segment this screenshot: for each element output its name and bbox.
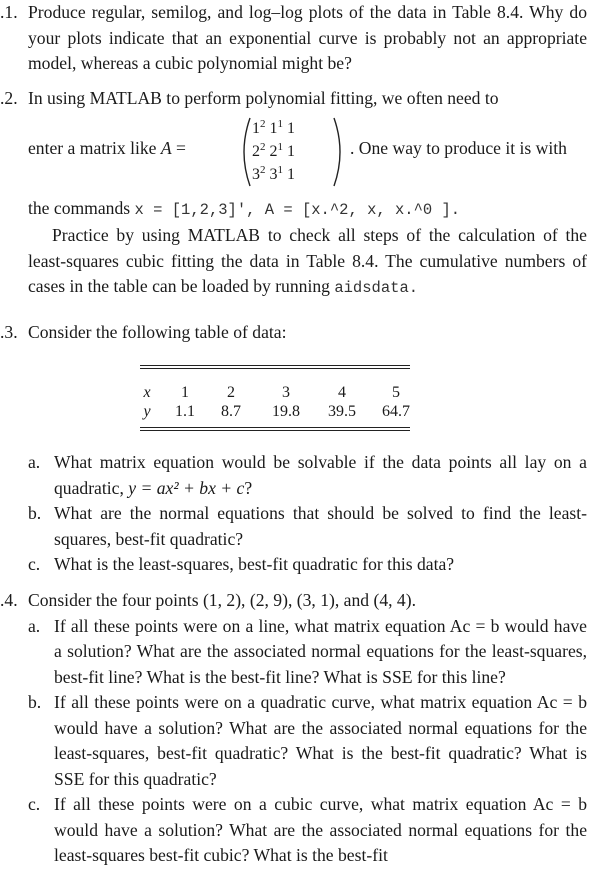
part-b: b. What are the normal equations that should be solved to find the least-squares, best-fit quadratic? (28, 503, 587, 549)
exercise-4 (0, 588, 587, 869)
part-label: b. (28, 503, 42, 523)
commands-line: the commands x = [1,2,3]', A = [x.^2, x, x.^0 ]. (28, 197, 461, 219)
part-a: a. What matrix equation would be solvable if the data points all lay on a quadratic, y = ax² + bx + c? (28, 452, 587, 498)
table-cell: 5 (392, 384, 400, 401)
exercise-text: Consider the following table of data: (28, 322, 287, 342)
exercise-3-parts (0, 450, 587, 578)
table-cell: 1.1 (175, 403, 195, 420)
table-bottom-rule (140, 427, 410, 431)
exercise-2 (0, 86, 587, 302)
row-label: y (143, 403, 151, 420)
matrix-row: $1^2$ $1^1$ 1 (252, 117, 295, 137)
table-cell: 3 (282, 384, 290, 401)
exercise-text: Consider the four points (1, 2), (2, 9), (3, 1), and (4, 4). (28, 590, 416, 610)
part-label: c. (28, 554, 41, 574)
matrix-row: $3^2$ $3^1$ 1 (252, 163, 295, 183)
table-row-y (140, 402, 410, 421)
matrix-a (240, 116, 344, 188)
table-cell: 39.5 (328, 403, 356, 420)
table-cell: 2 (227, 384, 235, 401)
matrix-intro: enter a matrix like A = (28, 137, 186, 158)
exercise-text: Produce regular, semilog, and log–log plots of the data in Table 8.4. Why do your plots indicate that an exponential curve is probably not an appropriate model, whereas a cubic polynomial might be? (28, 2, 587, 73)
part-c: c. What is the least-squares, best-fit quadratic for this data? (54, 552, 587, 578)
exercise-3 (0, 320, 587, 346)
math-expression: y = ax² + bx + c (128, 477, 245, 498)
data-table (140, 365, 410, 431)
exercise-number: .3. (0, 322, 18, 342)
part-label: a. (28, 452, 41, 472)
part-a: a. If all these points were on a line, what matrix equation Ac = b would have a solution? What are the associated normal equations for the least-squares, best-fit line? What is the best-fit line? What is SSE for this line? (28, 615, 587, 687)
matrix-line (28, 112, 587, 184)
part-b: b. If all these points were on a quadratic curve, what matrix equation Ac = b would have a solution? What are the associated normal equations for the least-squares, best-fit quadratic? What is the best-fit quadratic? What is SSE for this quadratic? (28, 692, 587, 789)
table-cell: 4 (338, 384, 346, 401)
matrix-row: $2^2$ $2^1$ 1 (252, 140, 295, 160)
row-label: x (143, 384, 151, 401)
table-cell: 64.7 (382, 403, 410, 420)
table-row-x (140, 383, 410, 402)
part-label: a. (28, 615, 41, 636)
table-cell: 19.8 (272, 403, 300, 420)
part-label: c. (28, 794, 41, 814)
matlab-code: x = [1,2,3]', A = [x.^2, x, x.^0 ]. (134, 200, 461, 219)
table-cell: 1 (181, 384, 189, 401)
exercise-number: .2. (0, 88, 18, 108)
exercise-text-line: In using MATLAB to perform polynomial fitting, we often need to (28, 88, 499, 108)
exercise-number: .4. (0, 590, 18, 610)
part-label: b. (28, 692, 42, 712)
matrix-outro: . One way to produce it is with (350, 137, 567, 158)
exercise-paragraph: Practice by using MATLAB to check all steps of the calculation of the least-squares cubic fitting the data in Table 8.4. The cumulative numbers of cases in the table can be loaded by running aidsdata. (28, 225, 587, 297)
table-cell: 8.7 (221, 403, 241, 420)
matlab-code: aidsdata. (334, 279, 419, 297)
part-c: c. If all these points were on a cubic curve, what matrix equation Ac = b would have a solution? What are the associated normal equations for the least-squares best-fit cubic? What is the best-fit (28, 794, 587, 865)
exercise-1 (0, 0, 587, 77)
exercise-number: .1. (0, 2, 18, 22)
